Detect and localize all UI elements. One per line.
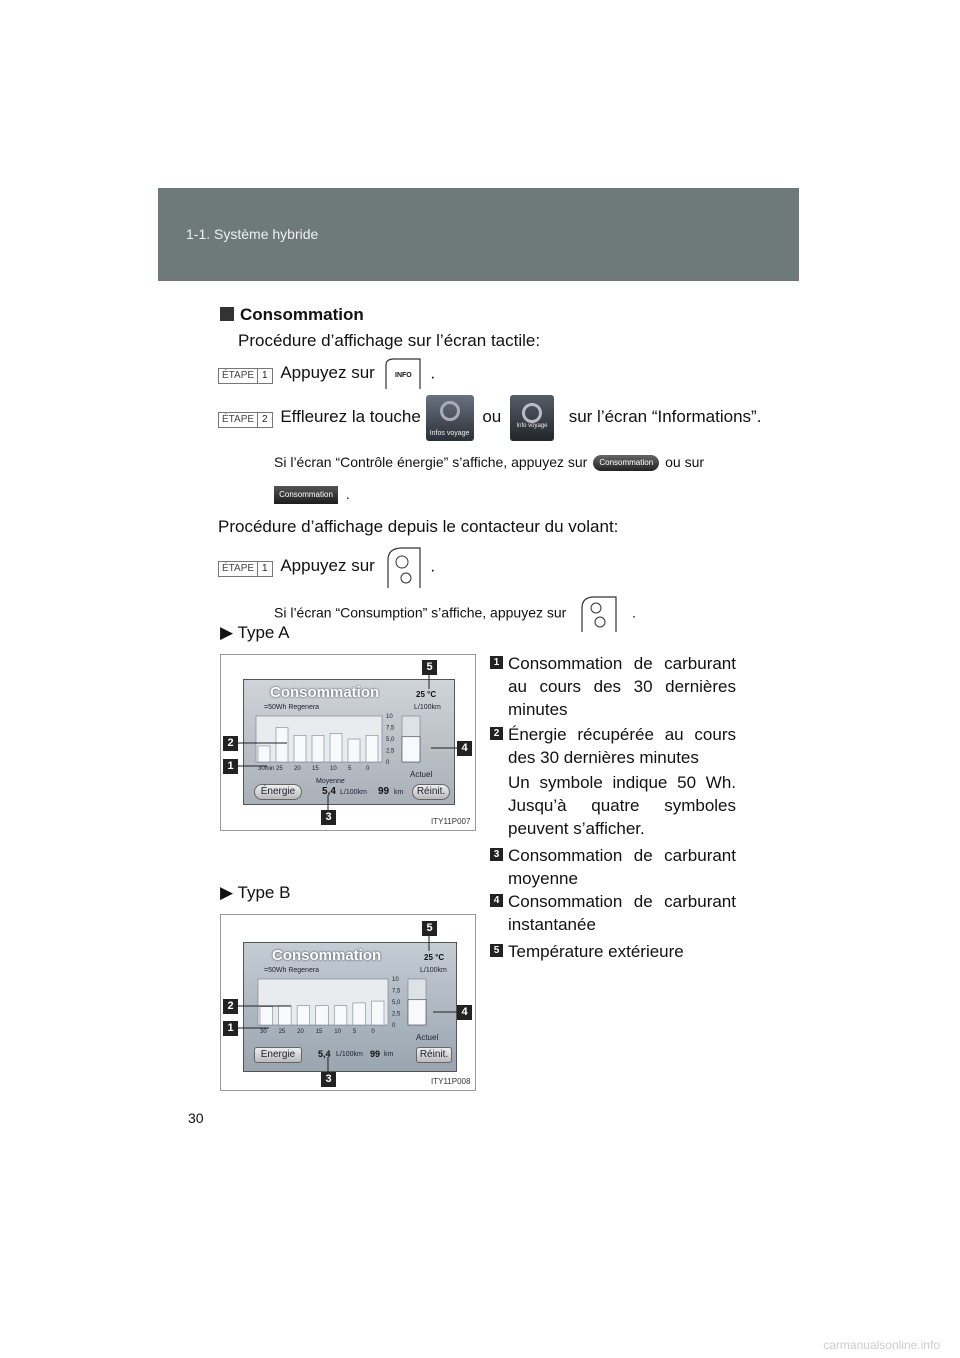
range-unit: km [394,789,404,796]
y-tick-label: 0 [392,1023,396,1029]
callout-1: 1 [223,1021,238,1036]
callout-leaders [221,915,475,1090]
x-tick-label: 15 [312,766,319,772]
unit-label: L/100km [414,704,441,711]
watermark: carmanualsonline.info [823,1338,940,1352]
reinit-button[interactable]: Réinit. [416,1047,452,1063]
heading-text: Consommation [240,305,364,324]
x-tick-label: 5 [348,766,352,772]
info-key-icon [380,357,426,391]
x-tick-label: 25 [278,1029,286,1035]
moyenne-label: Moyenne [316,778,345,785]
x-tick-label: 30min [258,766,275,772]
svg-text:INFO: INFO [394,372,412,379]
legend-item: 4 Consommation de carburant instantanée [490,890,736,936]
note-consumption: Si l’écran “Consumption” s’affiche, appuyez sur . [274,594,636,634]
infos-voyage-button-icon: Infos voyage [426,395,474,441]
step-1: ÉTAPE 1 Appuyez sur INFO . [218,357,435,387]
legend-note: Un symbole indique 50 Wh. Jusqu’à quatre symboles peuvent s’afficher. [508,773,736,838]
legend-item: 3 Consommation de carburant moyenne [490,844,736,890]
screen-title: Consommation [270,684,380,701]
etape-badge: ÉTAPE 2 [218,412,273,428]
callout-2: 2 [223,736,238,751]
etape-badge: ÉTAPE 1 [218,368,273,384]
legend-item: 1 Consommation de carburant au cours des 30 dernières minutes [490,652,736,721]
triangle-bullet-icon: ▶ [220,883,234,902]
step-volant-1: ÉTAPE 1 Appuyez sur . [218,544,435,590]
x-tick-label: 5 [352,1029,357,1035]
y-tick-label: 7,5 [392,988,401,995]
figure-id: ITY11P008 [431,1077,471,1086]
y-tick-label: 0 [386,760,390,766]
y-tick-label: 2,5 [392,1011,401,1018]
legend-list [490,652,736,963]
note-controle-energie-2: Consommation . [274,484,350,504]
figure-id: ITY11P007 [431,817,471,826]
unit-label: L/100km [420,967,447,974]
range-value: 99 [370,1049,381,1059]
x-tick-label: 25 [276,766,283,772]
type-b-label: ▶ Type B [220,883,291,902]
x-tick-label: 0 [371,1029,375,1035]
legend-item: 2 Énergie récupérée au cours des 30 dernières minutes [490,723,736,769]
y-tick-label: 7,5 [386,725,395,732]
regen-legend: =50Wh Regenera [264,704,320,711]
page-number: 30 [188,1110,204,1126]
square-bullet-icon [220,307,234,321]
x-tick-label: 10 [330,766,337,772]
temp-readout: 25 °C [416,690,437,699]
section-title: 1-1. Système hybride [186,226,319,242]
screen-title: Consommation [272,947,382,964]
regen-legend: =50Wh Regenera [264,967,320,974]
triangle-bullet-icon: ▶ [220,623,234,642]
x-tick-label: 15 [315,1029,323,1035]
legend-item: 5 Température extérieure [490,940,736,963]
figure-type-a [220,654,476,831]
consommation-pill-button: Consommation [593,455,659,471]
y-tick-label: 5,0 [392,1000,401,1006]
callout-leaders [221,655,475,830]
note-controle-energie: Si l’écran “Contrôle énergie” s’affiche, appuyez sur Consommation ou sur [274,454,705,470]
figure-type-b [220,914,476,1091]
avg-unit: L/100km [340,789,367,796]
actuel-label: Actuel [410,770,433,779]
energie-button[interactable]: Énergie [254,784,302,800]
section-header [158,188,799,281]
actuel-label: Actuel [416,1033,439,1042]
callout-1: 1 [223,759,238,774]
range-unit: km [384,1051,394,1058]
type-a-label: ▶ Type A [220,623,290,642]
intro-tactile: Procédure d’affichage sur l’écran tactile: [238,331,541,350]
callout-2: 2 [223,999,238,1014]
y-tick-label: 2,5 [386,748,395,755]
intro-volant: Procédure d’affichage depuis le contacteur du volant: [218,517,619,536]
steering-info-switch-icon [576,594,622,634]
etape-badge: ÉTAPE 1 [218,561,273,577]
x-tick-label: 0 [366,766,370,772]
x-tick-label: 30 [260,1029,267,1035]
callout-4: 4 [457,741,472,756]
energie-button[interactable]: Energie [254,1047,302,1063]
consommation-rect-button: Consommation [274,486,338,504]
temp-readout: 25 °C [424,953,445,962]
steering-info-switch-icon [380,544,426,590]
reinit-button[interactable]: Réinit. [412,784,450,800]
avg-value: 5,4 [318,1049,331,1059]
callout-3: 3 [321,1072,336,1087]
y-tick-label: 5,0 [386,737,395,743]
callout-3: 3 [321,810,336,825]
range-value: 99 [378,786,390,797]
step-2: ÉTAPE 2 Effleurez la touche Infos voyage ou Info voyage sur l’écran “Informations”. [218,395,761,441]
avg-value: 5,4 [322,786,336,797]
info-voyage-button-icon: Info voyage [510,395,554,441]
y-tick-label: 10 [386,714,393,720]
callout-5: 5 [422,660,437,675]
x-tick-label: 20 [297,1029,304,1035]
y-tick-label: 10 [392,977,399,983]
avg-unit: L/100km [336,1051,363,1058]
callout-4: 4 [457,1005,472,1020]
consommation-heading [220,304,364,326]
callout-5: 5 [422,921,437,936]
x-tick-label: 10 [334,1029,341,1035]
x-tick-label: 20 [294,766,301,772]
